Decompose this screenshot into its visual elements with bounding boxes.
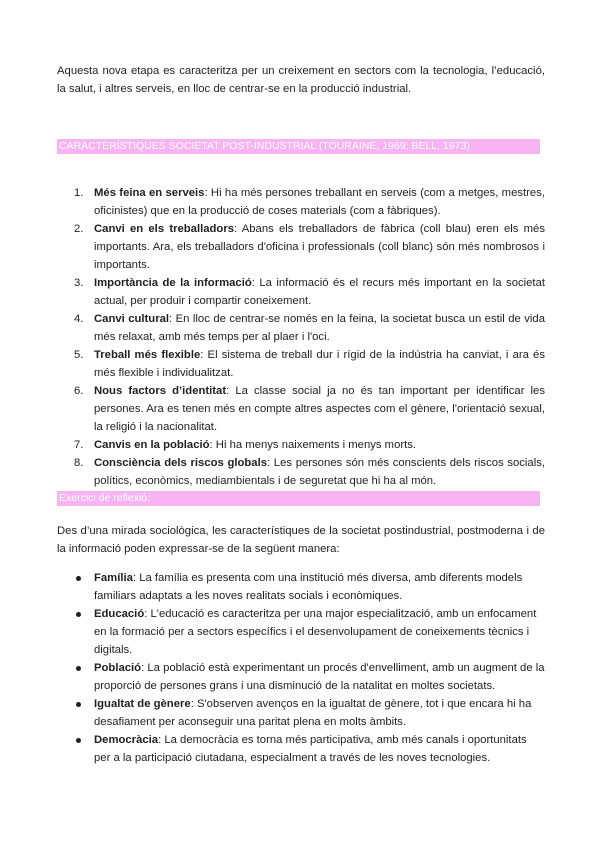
section-heading-characteristics: CARACTERÍSTIQUES SOCIETAT POST-INDUSTRIAL (TOURAINE, 1969; BELL, 1973) — [57, 139, 540, 154]
item-text: : En lloc de centrar-se només en la feina, la societat busca un estil de vida més relaxat, amb més temps per al plaer i l'oci. — [94, 313, 545, 343]
item-number: 7. — [74, 439, 84, 451]
item-number: 8. — [74, 457, 84, 469]
item-title: Canvis en la població — [94, 439, 210, 451]
item-text: : La democràcia es torna més participativa, amb més canals i oportunitats per a la participació ciutadana, especialment a través de les noves tecnologies. — [94, 734, 527, 764]
intro-paragraph: Aquesta nova etapa es caracteritza per un creixement en sectors com la tecnologia, l’educació, la salut, i altres serveis, en lloc de centrar-se en la producció industrial. — [57, 65, 545, 95]
characteristics-list — [57, 184, 545, 490]
list-item — [57, 731, 545, 767]
bullet-icon — [76, 666, 81, 671]
list-item — [57, 569, 545, 605]
item-text: : Les persones són més conscients dels riscos socials, polítics, econòmics, mediambientals i de seguretat que hi ha al món. — [94, 457, 545, 487]
item-text: : El sistema de treball dur i rígid de la indústria ha canviat, i ara és més flexible i individualitzat. — [94, 349, 545, 379]
bullet-icon — [76, 612, 81, 617]
bullet-icon — [76, 702, 81, 707]
item-title: Educació — [94, 608, 145, 620]
item-number: 3. — [74, 277, 84, 289]
item-title: Família — [94, 572, 133, 584]
item-text: : Abans els treballadors de fàbrica (coll blau) eren els més importants. Ara, els treballadors d'oficina i professionals (coll blanc) són més nombrosos i importants. — [94, 223, 545, 271]
item-text: : Hi ha més persones treballant en serveis (com a metges, mestres, oficinistes) que en la producció de coses materials (com a fàbriques). — [94, 187, 545, 217]
bullet-icon — [76, 576, 81, 581]
list-item — [57, 274, 545, 310]
item-text: : La informació és el recurs més important en la societat actual, per produir i compartir coneixement. — [94, 277, 545, 307]
list-item — [57, 454, 545, 490]
item-text: : L'educació es caracteritza per una major especialització, amb un enfocament en la formació per a sectors específics i el desenvolupament de coneixements tècnics i digitals. — [94, 608, 537, 656]
item-title: Importància de la informació — [94, 277, 252, 289]
item-text: : La classe social ja no és tan important per identificar les persones. Ara es tenen més en compte altres aspectes com el gènere, l'orientació sexual, la religió i la nacionalitat. — [94, 385, 545, 433]
list-item — [57, 436, 545, 454]
item-number: 2. — [74, 223, 84, 235]
item-number: 6. — [74, 385, 84, 397]
item-title: Democràcia — [94, 734, 159, 746]
item-number: 4. — [74, 313, 84, 325]
item-title: Població — [94, 662, 142, 674]
aspects-list — [57, 569, 545, 767]
section-heading-reflection: Exercici de reflexió: — [57, 491, 540, 506]
item-title: Consciència dels riscos globals — [94, 457, 267, 469]
list-item — [57, 659, 545, 695]
list-item — [57, 346, 545, 382]
item-title: Igualtat de gènere — [94, 698, 191, 710]
item-text: : La família es presenta com una institució més diversa, amb diferents models familiars adaptats a les noves realitats socials i econòmiques. — [94, 572, 523, 602]
item-text: : S'observen avenços en la igualtat de gènere, tot i que encara hi ha desafiament per aconseguir una paritat plena en molts àmbits. — [94, 698, 532, 728]
list-item — [57, 695, 545, 731]
list-item — [57, 184, 545, 220]
item-number: 5. — [74, 349, 84, 361]
reflection-intro-paragraph: Des d’una mirada sociològica, les característiques de la societat postindustrial, postmoderna i de la informació poden expressar-se de la següent manera: — [57, 525, 545, 555]
item-title: Canvi cultural — [94, 313, 170, 325]
list-item — [57, 220, 545, 274]
bullet-icon — [76, 738, 81, 743]
list-item — [57, 382, 545, 436]
list-item — [57, 605, 545, 659]
list-item — [57, 310, 545, 346]
item-title: Més feina en serveis — [94, 187, 205, 199]
item-text: : La població està experimentant un procés d'envelliment, amb un augment de la proporció de persones grans i una disminució de la natalitat en moltes societats. — [94, 662, 545, 692]
item-number: 1. — [74, 187, 84, 199]
item-text: : Hi ha menys naixements i menys morts. — [209, 439, 417, 451]
item-title: Nous factors d’identitat — [94, 385, 227, 397]
item-title: Canvi en els treballadors — [94, 223, 234, 235]
item-title: Treball més flexible — [94, 349, 201, 361]
